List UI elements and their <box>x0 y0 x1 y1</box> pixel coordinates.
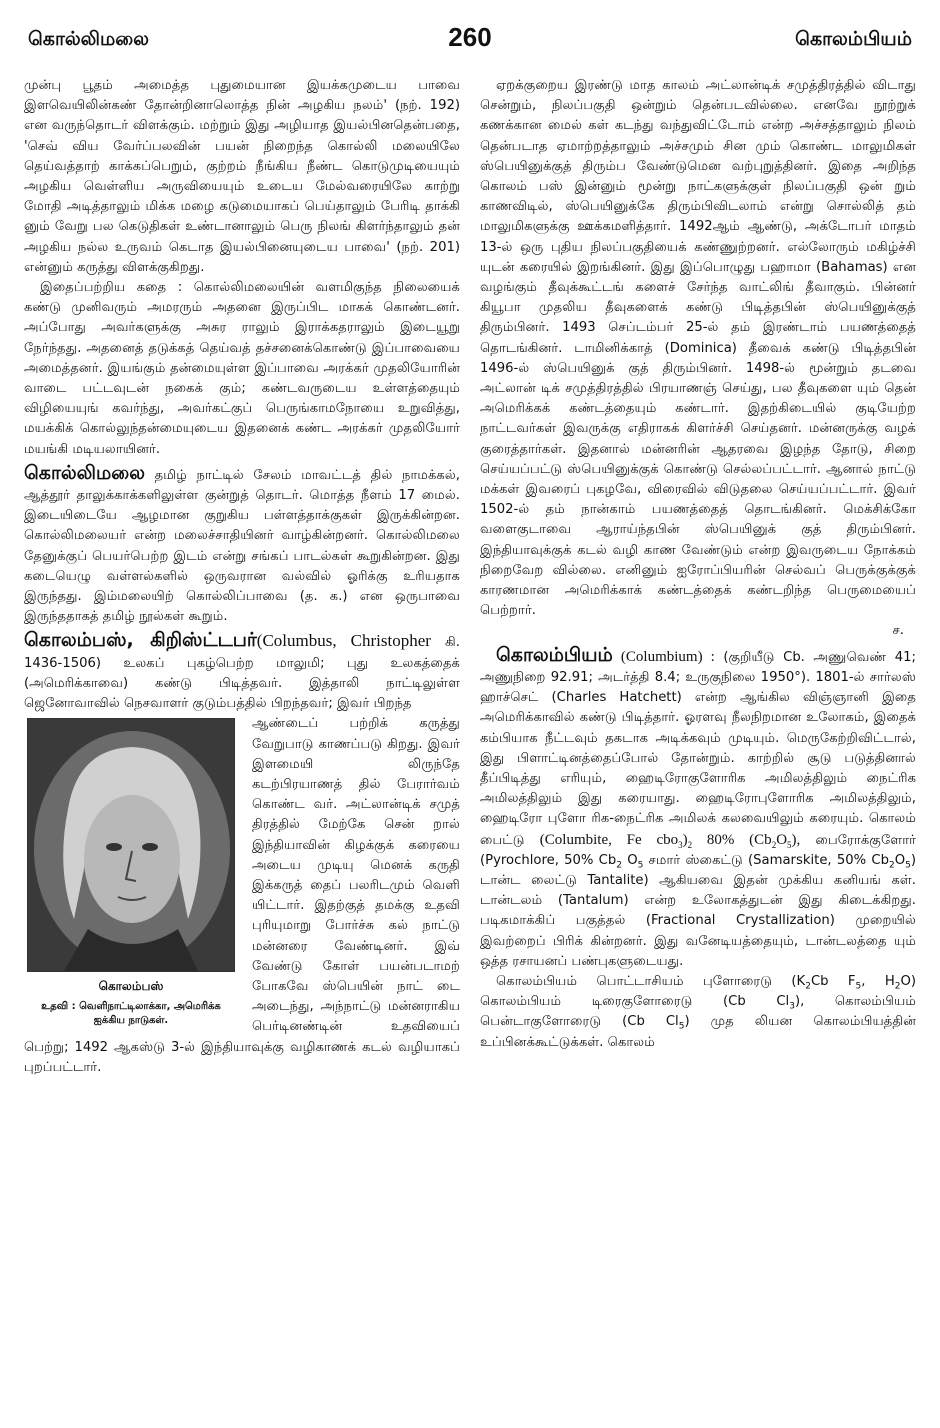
mineral-pyrochlore-samarskite: பைரோக்குளோர் (Pyrochlore, 50% $Cb_2$ $O_5$ சமார் ஸ்கைட்டு (Samarskite, 50% $Cb_2O_5$) டான்ட லைட்டு Tantalite) ஆகியவை இதன் முக்கிய கனியங் கள். டான்டலம் (Tantalum) என்ற உலோகத்துடன் இது கிடைக்கிறது. படிகமாக்கிப் பகுத்தல் (Fractional Crystallization) முறையில் இவற்றைப் பிரிக் கின்றனர். இது வனேடியத்தையும், டான்டலத்தை யும் ஒத்த ரசாயனப் பண்புகளுடையது. <box>480 832 916 969</box>
portrait-credit: உதவி : வெளிநாட்டிலாக்கா, அமெரிக்க ஐக்கிய நாடுகள். <box>41 1001 221 1027</box>
author-initial: ச. <box>892 623 904 639</box>
portrait-caption: கொலம்பஸ் <box>98 979 164 994</box>
entry-latin-columbus: (Columbus, Christopher <box>256 631 431 651</box>
entry-columbus <box>24 627 460 714</box>
running-head-right: கொலம்பியம் <box>795 28 912 50</box>
portrait-figure <box>24 718 238 1028</box>
portrait-illustration <box>28 719 234 971</box>
page-number: 260 <box>448 22 492 52</box>
entry-title-columbus: கொலம்பஸ், கிறிஸ்ட்டபர் <box>24 629 257 652</box>
entry-text-columbium-1: (குறியீடு Cb. அணுவெண் 41; அணுநிறை 92.91; அடர்த்தி 8.4; உருகுநிலை 1950°). 1801-ல் சார்லஸ் ஹாச்செட் (Charles Hatchett) என்ற ஆங்கில விஞ்ஞானி இதை அமெரிக்காவில் கண்டு பிடித்தார். ஓரளவு நீலநிறமான உலோகம், இதைக் கம்பியாக நீட்டவும் தகடாக அடிக்கவும் முடியும். மெருகேற்றிவிட்டால், இது பிளாட்டினத்தைப்போல் தோன்றும். காற்றில் சூடு படுத்தினால் தீப்பிடித்து எரியும், ஹைடிரோகுளோரிக அமிலத்திலும் நைட்ரிக அமிலத்திலும் இது கரையாது. ஹைடிரோபுளோரிக அமிலத்திலும், ஹைடிரோ புளோ ரிக-நைட்ரிக அமிலக் கலவையிலும் கரையும். கொலம் பைட்டு <box>480 649 916 848</box>
entry-text-columbus-1: உலகப் புகழ்பெற்ற மாலுமி; புது உலகத்தைக் (அமெரிக்காவை) கண்டு பிடித்தவர். இத்தாலி நாட்டிலுள்ள ஜெனோவாவில் நெசவாளர் குடும்பத்தில் பிறந்தவர்; இவர் பிறந்த <box>24 655 460 712</box>
entry-title-columbium: கொலம்பியம் <box>496 643 613 666</box>
paragraph-kolli-story: இதைப்பற்றிய கதை : கொல்லிமலையின் வளமிகுந்த நிலையைக் கண்டு முனிவரும் அமரரும் அதனை இருப்பிட மாகக் கொண்டனர். அப்போது அவர்களுக்கு அசுர ராலும் இராக்கதராலும் இடையூறு நேர்ந்தது. அதனைத் தடுக்கத் தெய்வத் தச்சனைக்கொண்டு இப்பாவையை அமைத்தனர். இயங்கும் தன்மையுள்ள இப்பாவை அரக்கர் முதலியோரின் வாடை பட்டவுடன் நகைக் கும்; கண்டவருடைய உள்ளத்தையும் விழியையுங் கவர்ந்து, அவர்கட்குப் பெருங்காமநோயை உறுவித்து, மயக்கிக் கொல்லுந்தன்மையுடைய இதனைக் கண்ட அரக்கர் முதலியோர் மயங்கி மடியலாயினர். <box>24 280 460 457</box>
paragraph-kolli-continuation: முன்பு பூதம் அமைத்த புதுமையான இயக்கமுடைய பாவை இளவெயிலின்கண் தோன்றினாலொத்த நின் அழகிய நலம்' (நற். 192) என வருந்தொடர் விளக்கும். மற்றும் இது அழியாத இயல்பினதென்பதை, 'செவ் விய வேர்ப்பலவின் பயன் நிறைந்த கொல்லி மலையிலே தெய்வத்தாற் காக்கப்பெறும், குற்றம் நீங்கிய நீண்ட கொடுமுடியையும் அழகிய வெள்ளிய அருவியையும் உடைய மேல்வரையிலே காற்று மோதி அடித்தாலும் மிக்க மழை கடுமையாகப் பெய்தாலும் பேரிடி தாக்கி னும் வேறு பல கெடுதிகள் உண்டானாலும் பெரு நிலங் கிளர்ந்தாலும் தன் அழகிய நல்ல உருவம் கெடாத இயல்பினையுடைய பாவை' (நற். 201) என்னும் கருத்து விளக்குகிறது. <box>24 78 460 275</box>
entry-text-kollimalai: தமிழ் நாட்டில் சேலம் மாவட்டத் தில் நாமக்கல், ஆத்தூர் தாலுக்காக்களிலுள்ள குன்றுத் தொடர். மொத்த நீளம் 17 மைல். இடையிடையே ஆழமான குறுகிய பள்ளத்தாக்குகள் இருக்கின்றன. கொல்லிமலையர் என்ற மலைச்சாதியினர் வாழ்கின்றனர். கொல்லிமலை தேனுக்குப் பெயர்பெற்ற இடம் என்று சங்கப் பாடல்கள் கூறுகின்றன. இது கடையெழு வள்ளல்களில் ஒருவரான வல்வில் ஓரிக்கு உரியதாக இருந்தது. இம்மலையிற் கொல்லிப்பாவை (த. க.) என ஒருபாவை இருந்ததாகத் தமிழ் நூல்கள் கூறும். <box>24 467 460 625</box>
paragraph-columbium-compounds: கொலம்பியம் பொட்டாசியம் புளோரைடு ($K_2Cb$ $F_5$, $H_2O$) கொலம்பியம் டிரைகுளோரைடு (Cb $Cl_3$), கொலம்பியம் பென்டாகுளோரைடு (Cb $Cl_5$) முத லியன கொலம்பியத்தின் உப்பினக்கூட்டுக்கள். கொலம் <box>480 973 917 1050</box>
entry-text-columbus-2: ஆண்டைப் பற்றிக் கருத்து வேறுபாடு காணப்படு கிறது. இவர் இளமையி லிருந்தே கடற்பிரயாணத் தில் பேரார்வம் கொண்ட வர். அட்லான்டிக் சமுத் திரத்தில் மேற்கே சென் றால் இந்தியாவின் கிழக்குக் கரையை அடைய முடியு மெனக் கருதி இக்கருத் தைப் பலரிடமும் வெளி யிட்டார். இதற்குத் தமக்கு உதவி புரியுமாறு போர்ச்சு கல் நாட்டு மன்னரை வேண்டினர். இவ் வேண்டு கோள் பயன்படாமற் போகவே ஸ்பெயின் நாட் டை அடைந்து, அந்நாட்டு மன்னராகிய பெர்டினண்டின் உதவியைப் பெற்று; 1492 ஆகஸ்டு 3-ல் இந்தியாவுக்கு வழிகாணக் கடல் வழியாகப் புறப்பட்டார். <box>24 716 460 1075</box>
entry-columbium <box>480 642 916 972</box>
entry-dates-columbus: கி. 1436-1506) <box>24 635 460 671</box>
left-column <box>24 76 460 1406</box>
columbus-portrait <box>27 718 235 972</box>
entry-latin-columbium: (Columbium) : <box>612 648 715 665</box>
mineral-columbite: (Columbite, Fe $cbo_3)_2$ 80% $(Cb_2O_5)$, <box>539 831 801 850</box>
running-head-left: கொல்லிமலை <box>28 28 150 50</box>
right-column <box>480 76 916 1406</box>
page-header <box>26 22 914 62</box>
entry-title-kollimalai: கொல்லிமலை <box>24 461 146 484</box>
entry-kollimalai <box>24 460 460 628</box>
paragraph-columbus-voyages: ஏறக்குறைய இரண்டு மாத காலம் அட்லான்டிக் சமுத்திரத்தில் விடாது சென்றும், நிலப்பகுதி ஒன்றும் தென்படவில்லை. எனவே நூற்றுக் கணக்கான மைல் கள் கடந்து வந்துவிட்டோம் என்ற அச்சத்தாலும் நிலம் தென்படாத ஏமாற்றத்தாலும் அச்சமும் சின மும் கொண்ட மாலுமிகள் ஸ்பெயினுக்குத் திரும்ப வேண்டுமென வற்புறுத்தினர். இதை அறிந்த கொலம் பஸ் இன்னும் மூன்று நாட்களுக்குள் நிலப்பகுதி ஒன் றும் காணவிடில், ஸ்பெயினுக்கே திரும்பிவிடலாம் என்று சொல்லித் தம் மாலுமிகளுக்கு ஊக்கமளித்தார். 1492ஆம் ஆண்டு, அக்டோபர் மாதம் 13-ல் ஒரு புதிய நிலப்பகுதியைக் கண்ணுற்றனர். எல்லோரும் மகிழ்ச்சி யுடன் கரையில் இறங்கினர். இது இப்பொழுது பஹாமா (Bahamas) என வழங்கும் தீவுக்கூட்டங் களைச் சேர்ந்த வாட்லிங் தீவாகும். பின்னர் கியூபா முதலிய தீவுகளைக் கண்டு பிடித்தபின் ஸ்பெயினுக்குத் திரும்பினர். 1493 செப்டம்பர் 25-ல் தம் இரண்டாம் பயணத்தைத் தொடங்கினர். டாமினிக்காத் (Dominica) தீவைக் கண்டு பிடித்தபின் 1496-ல் ஸ்பெயினுக் குத் திரும்பினர். 1498-ல் மூன்றும் தடவை அட்லான் டிக் சமுத்திரத்தில் பிரயாணஞ் செய்து, பல தீவுகளை யும் தென் அமெரிக்கக் கண்டத்தையும் கண்டார். இதற்கிடையில் குடியேற்ற நாட்டவர்கள் இவருக்கு எதிராகக் கிளர்ச்சி செய்தனர். மன்னருக்கு வழக் குரைத்தார்கள். இதனால் மன்னரின் ஆதரவை இழந்த தோடு, சிறை செய்யப்பட்டு ஸ்பெயினுக்குக் கொண்டு செல்லப்பட்டார். ஆனால் நாட்டு மக்கள் இவரைப் புகழவே, விரைவில் விடுதலை செய்யப்பட்டார். இவர் 1502-ல் தம் நான்காம் பயணத்தைத் தொடங்கினர். மெக்சிக்கோ வளைகுடாவை ஆராய்ந்தபின் ஸ்பெயினுக் குத் திரும்பினர். இந்தியாவுக்குக் கடல் வழி காண வேண்டும் என்ற இவருடைய நோக்கம் நிறைவேற வில்லை. எனினும் ஐரோப்பியரின் செல்வப் பெருக்குக்குக் காரணமான அமெரிக்காக் கண்டத்தைக் கண்டறிந்த பெருமையைப் பெற்றார். <box>480 78 916 619</box>
